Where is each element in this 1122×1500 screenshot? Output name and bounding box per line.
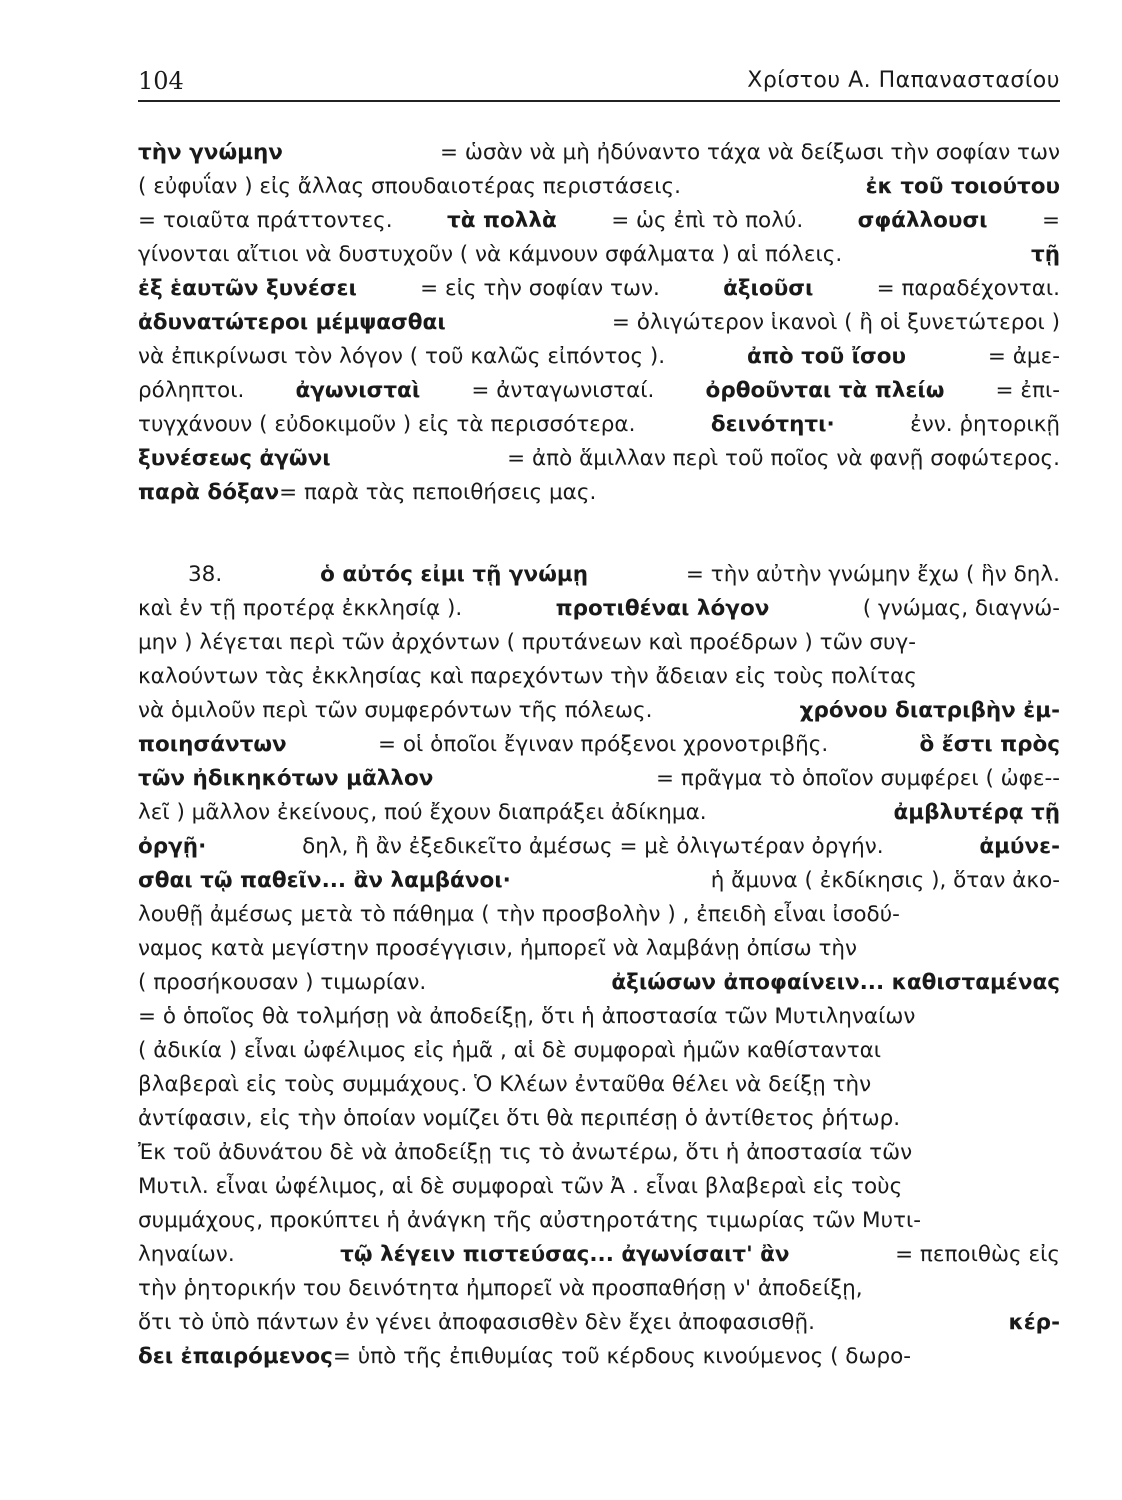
text-line: [138, 830, 1060, 864]
page-number: 104: [138, 67, 184, 95]
text-run: Μυτιλ. εἶναι ὠφέλιμος, αἱ δὲ συμφοραὶ τῶν Ἀ . εἶναι βλαβεραὶ εἰς τοὺς: [138, 1174, 903, 1199]
text-run: = τὴν αὐτὴν γνώμην ἔχω ( ἣν δηλ.: [685, 562, 1060, 587]
text-line: [138, 898, 1060, 932]
bold-term: σφάλλουσι: [857, 208, 988, 233]
paragraph: [138, 558, 1060, 1374]
text-line: [138, 1204, 1060, 1238]
bold-term: ὁ αὐτός εἰμι τῇ γνώμῃ: [320, 562, 589, 587]
text-line: [138, 204, 1060, 238]
bold-term: τῶν ἠδικηκότων μᾶλλον: [138, 766, 434, 791]
text-run: =: [1041, 208, 1060, 233]
bold-term: ἐκ τοῦ τοιούτου: [865, 174, 1060, 199]
bold-term: ἀμβλυτέρᾳ τῇ: [893, 800, 1060, 825]
text-run: = οἱ ὁποῖοι ἔγιναν πρόξενοι χρονοτριβῆς.: [377, 732, 829, 757]
text-line: [138, 306, 1060, 340]
bold-term: ἀγωνισταὶ: [295, 378, 421, 403]
text-line: [138, 558, 1060, 592]
text-line: [138, 966, 1060, 1000]
text-run: = πρᾶγμα τὸ ὁποῖον συμφέρει ( ὠφε--: [656, 766, 1060, 791]
text-run: ( εὐφυΐαν ) εἰς ἄλλας σπουδαιοτέρας περιστάσεις.: [138, 174, 681, 199]
text-run: ληναίων.: [138, 1242, 235, 1267]
text-run: τὴν ῥητορικήν του δεινότητα ἠμπορεῖ νὰ προσπαθήσῃ ν' ἀποδείξῃ,: [138, 1276, 863, 1301]
text-run: = ὀλιγώτερον ἱκανοὶ ( ἢ οἱ ξυνετώτεροι ): [611, 310, 1060, 335]
text-run: = ὑπὸ τῆς ἐπιθυμίας τοῦ κέρδους κινούμενος ( δωρο-: [332, 1344, 912, 1369]
text-run: καλούντων τὰς ἐκκλησίας καὶ παρεχόντων τὴν ἄδειαν εἰς τοὺς πολίτας: [138, 664, 917, 689]
text-run: ρόληπτοι.: [138, 378, 245, 403]
bold-term: ἀξιοῦσι: [723, 276, 814, 301]
paragraph: [138, 136, 1060, 510]
text-run: λουθῇ ἀμέσως μετὰ τὸ πάθημα ( τὴν προσβολὴν ) , ἐπειδὴ εἶναι ἰσοδύ-: [138, 902, 900, 927]
text-run: συμμάχους, προκύπτει ἡ ἀνάγκη τῆς αὐστηροτάτης τιμωρίας τῶν Μυτι-: [138, 1208, 922, 1233]
text-line: [138, 1272, 1060, 1306]
text-line: [138, 272, 1060, 306]
bold-term: ἀξιώσων ἀποφαίνειν... καθισταμένας: [611, 970, 1060, 995]
bold-term: τῷ λέγειν πιστεύσας... ἀγωνίσαιτ' ἂν: [340, 1242, 790, 1267]
text-line: [138, 442, 1060, 476]
text-run: = ἐπι-: [995, 378, 1060, 403]
bold-term: ἐξ ἑαυτῶν ξυνέσει: [138, 276, 357, 301]
text-run: ( γνώμας, διαγνώ-: [862, 596, 1060, 621]
bold-term: χρόνου διατριβὴν ἐμ-: [799, 698, 1060, 723]
text-run: ἡ ἄμυνα ( ἐκδίκησις ), ὅταν ἀκο-: [710, 868, 1060, 893]
text-line: [138, 864, 1060, 898]
text-run: = ὁ ὁποῖος θὰ τολμήσῃ νὰ ἀποδείξῃ, ὅτι ἡ ἀποστασία τῶν Μυτιληναίων: [138, 1004, 916, 1029]
text-line: [138, 136, 1060, 170]
text-line: [138, 694, 1060, 728]
text-line: [138, 1034, 1060, 1068]
text-line: [138, 1136, 1060, 1170]
text-run: = παραδέχονται.: [876, 276, 1060, 301]
text-line: [138, 340, 1060, 374]
bold-term: ποιησάντων: [138, 732, 287, 757]
text-line: [138, 660, 1060, 694]
text-run: 38.: [188, 562, 223, 587]
text-run: νὰ ὁμιλοῦν περὶ τῶν συμφερόντων τῆς πόλεως.: [138, 698, 653, 723]
text-run: ἀντίφασιν, εἰς τὴν ὁποίαν νομίζει ὅτι θὰ περιπέσῃ ὁ ἀντίθετος ῥήτωρ.: [138, 1106, 901, 1131]
text-run: βλαβεραὶ εἰς τοὺς συμμάχους. Ὁ Κλέων ἐνταῦθα θέλει νὰ δείξῃ τὴν: [138, 1072, 872, 1097]
text-run: = ἀνταγωνισταί.: [471, 378, 655, 403]
text-run: = ὡς ἐπὶ τὸ πολύ.: [611, 208, 804, 233]
bold-term: ὀργῇ·: [138, 834, 207, 859]
bold-term: τὴν γνώμην: [138, 140, 283, 165]
paragraph-gap: [138, 510, 1060, 558]
text-line: [138, 1102, 1060, 1136]
text-line: [138, 374, 1060, 408]
text-line: [138, 796, 1060, 830]
bold-term: ὃ ἔστι πρὸς: [919, 732, 1060, 757]
text-run: τυγχάνουν ( εὐδοκιμοῦν ) εἰς τὰ περισσότερα.: [138, 412, 636, 437]
text-line: [138, 170, 1060, 204]
text-run: = ὡσὰν νὰ μὴ ἠδύναντο τάχα νὰ δείξωσι τὴν σοφίαν των: [440, 140, 1060, 165]
text-run: δηλ, ἢ ἂν ἐξεδικεῖτο ἀμέσως = μὲ ὀλιγωτέραν ὀργήν.: [302, 834, 884, 859]
text-run: ( ἀδικία ) εἶναι ὠφέλιμος εἰς ἡμᾶ , αἱ δὲ συμφοραὶ ἡμῶν καθίστανται: [138, 1038, 882, 1063]
text-run: = τοιαῦτα πράττοντες.: [138, 208, 393, 233]
text-line: [138, 476, 1060, 510]
text-line: [138, 1170, 1060, 1204]
text-run: καὶ ἐν τῇ προτέρᾳ ἐκκλησίᾳ ).: [138, 596, 463, 621]
text-run: γίνονται αἴτιοι νὰ δυστυχοῦν ( νὰ κάμνουν σφάλματα ) αἱ πόλεις.: [138, 242, 843, 267]
text-line: [138, 1000, 1060, 1034]
text-line: [138, 408, 1060, 442]
bold-term: σθαι τῷ παθεῖν... ἂν λαμβάνοι·: [138, 868, 511, 893]
text-run: = ἀμε-: [987, 344, 1060, 369]
text-line: [138, 1306, 1060, 1340]
text-line: [138, 238, 1060, 272]
bold-term: κέρ-: [1008, 1310, 1060, 1335]
page-header: [138, 66, 1060, 102]
text-run: ἐνν. ῥητορικῇ: [910, 412, 1060, 437]
text-line: [138, 1068, 1060, 1102]
bold-term: ἀμύνε-: [979, 834, 1060, 859]
page-body: [138, 136, 1060, 1374]
bold-term: δει ἐπαιρόμενος: [138, 1344, 333, 1369]
text-run: ( προσήκουσαν ) τιμωρίαν.: [138, 970, 427, 995]
text-run: Ἐκ τοῦ ἀδυνάτου δὲ νὰ ἀποδείξῃ τις τὸ ἀνωτέρω, ὅτι ἡ ἀποστασία τῶν: [138, 1140, 913, 1165]
bold-term: ὀρθοῦνται τὰ πλείω: [705, 378, 945, 403]
text-line: [138, 932, 1060, 966]
running-title: Χρίστου Α. Παπαναστασίου: [747, 68, 1060, 93]
text-run: = εἰς τὴν σοφίαν των.: [420, 276, 660, 301]
text-line: [138, 1340, 1060, 1374]
text-run: ναμος κατὰ μεγίστην προσέγγισιν, ἠμπορεῖ νὰ λαμβάνῃ ὀπίσω τὴν: [138, 936, 858, 961]
text-run: λεῖ ) μᾶλλον ἐκείνους, πού ἔχουν διαπράξει ἀδίκημα.: [138, 800, 707, 825]
text-run: μην ) λέγεται περὶ τῶν ἀρχόντων ( πρυτάνεων καὶ προέδρων ) τῶν συγ-: [138, 630, 916, 655]
bold-term: τὰ πολλὰ: [447, 208, 557, 233]
bold-term: ἀδυνατώτεροι μέμψασθαι: [138, 310, 446, 335]
text-run: = πεποιθὼς εἰς: [895, 1242, 1060, 1267]
text-run: ὅτι τὸ ὑπὸ πάντων ἐν γένει ἀποφασισθὲν δὲν ἔχει ἀποφασισθῇ.: [138, 1310, 815, 1335]
text-run: νὰ ἐπικρίνωσι τὸν λόγον ( τοῦ καλῶς εἰπόντος ).: [138, 344, 666, 369]
bold-term: προτιθέναι λόγον: [555, 596, 770, 621]
text-line: [138, 626, 1060, 660]
text-line: [138, 728, 1060, 762]
bold-term: ἀπὸ τοῦ ἴσου: [747, 344, 906, 369]
text-line: [138, 592, 1060, 626]
text-line: [138, 1238, 1060, 1272]
bold-term: δεινότητι·: [710, 412, 835, 437]
bold-term: τῇ: [1030, 242, 1060, 267]
bold-term: ξυνέσεως ἀγῶνι: [138, 446, 331, 471]
text-run: = ἀπὸ ἅμιλλαν περὶ τοῦ ποῖος νὰ φανῇ σοφώτερος.: [507, 446, 1060, 471]
text-line: [138, 762, 1060, 796]
bold-term: παρὰ δόξαν: [138, 480, 280, 505]
text-run: = παρὰ τὰς πεποιθήσεις μας.: [279, 480, 597, 505]
